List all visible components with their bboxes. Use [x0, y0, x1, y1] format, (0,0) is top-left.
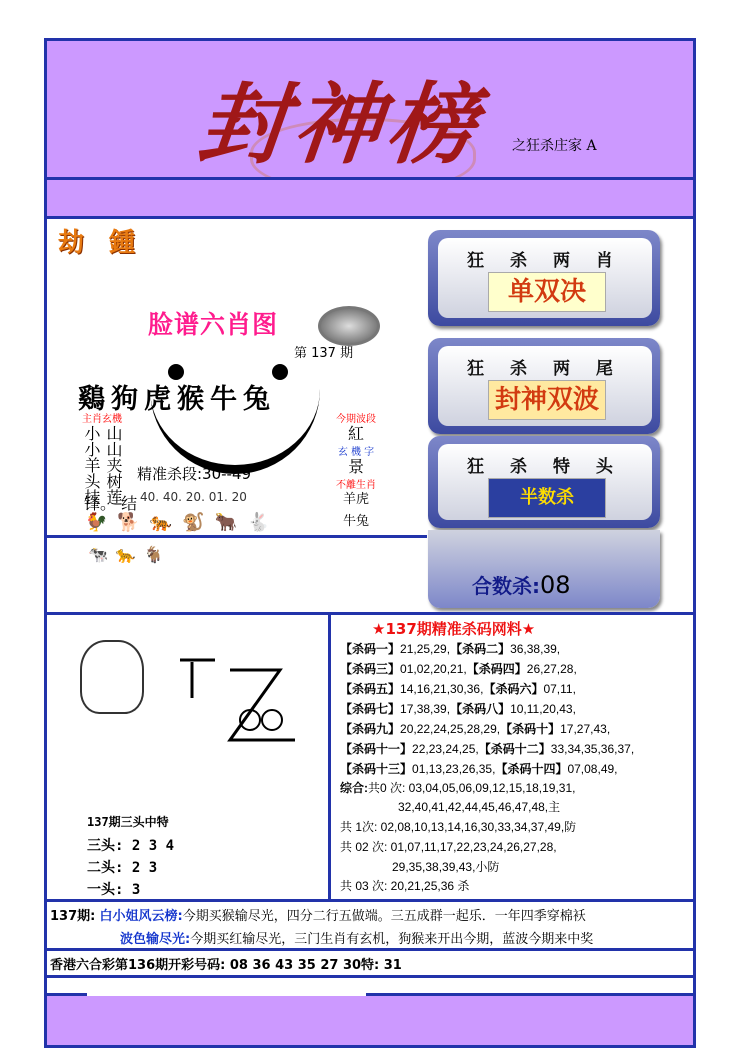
- kill-code-row: [340, 760, 618, 777]
- kill-code-row: [340, 740, 634, 757]
- panel-kill-two-zodiac: [428, 230, 660, 326]
- summary-line: 共 1次: 02,08,10,13,14,16,30,33,34,37,49,防: [340, 820, 577, 834]
- summary-line: 32,40,41,42,44,45,46,47,48,主: [398, 800, 561, 814]
- combo-label: 合数杀:: [472, 574, 540, 598]
- kill-code-cell: 【杀码二】: [450, 642, 511, 656]
- divider: [47, 535, 427, 538]
- combo-value: 08: [540, 571, 571, 599]
- kill-code-cell: 【杀码十三】: [340, 762, 413, 776]
- purple-band: [47, 180, 693, 216]
- kill-code-cell: 01,02,20,21,: [400, 662, 467, 676]
- bottom-label: 波色输尽光:: [120, 932, 191, 947]
- panel-title: 狂 杀 两 肖: [467, 251, 623, 271]
- animal-icons: 🐓🐕🐅🐒🐂🐇: [85, 512, 280, 533]
- divider: [366, 993, 693, 996]
- divider: [47, 948, 693, 951]
- kill-code-cell: 【杀码一】: [340, 642, 401, 656]
- page-subtitle: 之狂杀庄家 A: [512, 138, 597, 154]
- clue-extra: 锋。 结: [84, 494, 138, 513]
- kill-code-cell: 07,08,49,: [567, 762, 618, 776]
- panel-box: 单双决: [488, 272, 606, 312]
- rabbit-drawing: [80, 640, 144, 714]
- bottom-text: 今期买猴输尽光，四分二行五做端。三五成群一起乐．一年四季穿棉袄: [182, 909, 586, 924]
- clue-label: 今期波段: [336, 414, 376, 425]
- issue-number: 第 137 期: [294, 346, 354, 361]
- kill-code-row: [340, 640, 560, 657]
- kill-code-cell: 20,22,24,25,28,29,: [400, 722, 501, 736]
- summary-line: 29,35,38,39,43,小防: [392, 860, 500, 874]
- summary-line: 共 02 次: 01,07,11,17,22,23,24,26,27,28,: [340, 840, 557, 854]
- kill-code-cell: 【杀码五】: [340, 682, 401, 696]
- kill-code-cell: 【杀码八】: [450, 702, 511, 716]
- panel-title: 狂 杀 两 尾: [467, 359, 623, 379]
- compass-icon: [318, 306, 380, 346]
- z-puzzle: [170, 650, 300, 750]
- divider: [47, 993, 87, 996]
- kill-code-cell: 22,23,24,25,: [412, 742, 479, 756]
- panel-box: 半数杀: [488, 478, 606, 518]
- kill-code-cell: 【杀码九】: [340, 722, 401, 736]
- kill-code-cell: 【杀码十四】: [495, 762, 568, 776]
- combo-kill: [472, 570, 571, 599]
- kill-code-cell: 36,38,39,: [510, 642, 561, 656]
- kill-code-cell: 【杀码四】: [466, 662, 527, 676]
- kill-code-cell: 01,13,23,26,35,: [412, 762, 496, 776]
- kill-code-cell: 【杀码十二】: [478, 742, 551, 756]
- kill-code-cell: 26,27,28,: [526, 662, 577, 676]
- clue-col: 小小羊头挂: [82, 425, 101, 505]
- clue-label: 玄 機 字: [337, 447, 375, 458]
- kill-code-cell: 【杀码七】: [340, 702, 401, 716]
- bottom-issue: 137期:: [50, 909, 96, 924]
- kill-code-cell: 【杀码十一】: [340, 742, 413, 756]
- divider: [47, 216, 693, 219]
- bottom-text: 今期买红输尽光，三门生肖有玄机，狗猴来开出今期，蓝波今期来中奖: [190, 932, 594, 947]
- bottom-line-2: [120, 928, 593, 947]
- clue-label: 不離生肖: [336, 480, 376, 491]
- bottom-line-1: [50, 905, 586, 924]
- kill-code-cell: 21,25,29,: [400, 642, 451, 656]
- summary-line: 共0 次: 03,04,05,06,09,12,15,18,19,31,: [368, 781, 576, 795]
- kill-segment: 精准杀段:30--49: [137, 465, 252, 483]
- clue-word: 景: [347, 457, 364, 476]
- divider: [328, 612, 331, 902]
- panel-kill-head: [428, 436, 660, 528]
- kill-code-cell: 07,11,: [543, 682, 576, 696]
- kill-code-row: [340, 660, 577, 677]
- kill-code-cell: 33,34,35,36,37,: [550, 742, 635, 756]
- kill-code-cell: 【杀码六】: [483, 682, 544, 696]
- result-line: 香港六合彩第136期开彩号码: 08 36 43 35 27 30特: 31: [50, 958, 402, 973]
- panel-box: 封神双波: [488, 380, 606, 420]
- three-head-line: 二头: 2 3: [87, 860, 158, 876]
- clue-word: 紅: [347, 424, 364, 443]
- face-title: 脸谱六肖图: [148, 310, 279, 339]
- partial-line: 40. 40. 20. 01. 20: [140, 490, 247, 504]
- summary-label: 综合:: [340, 781, 368, 795]
- clue-col: 山山夹树莲: [104, 425, 123, 505]
- divider: [47, 975, 693, 978]
- panel-kill-two-tail: [428, 338, 660, 434]
- summary-line: 共 03 次: 20,21,25,36 杀: [340, 879, 470, 893]
- kill-code-cell: 14,16,21,30,36,: [400, 682, 484, 696]
- kill-code-cell: 17,27,43,: [560, 722, 611, 736]
- brand-logo: 劫 鍾: [58, 228, 144, 258]
- z-puzzle-icon: [170, 650, 300, 750]
- kill-code-row: [340, 720, 610, 737]
- right-clue-box: [332, 410, 380, 529]
- divider: [47, 899, 693, 902]
- bottom-label: 白小姐风云榜:: [99, 909, 183, 924]
- panel-title: 狂 杀 特 头: [467, 457, 623, 477]
- clue-zodiac: 牛兔: [342, 514, 369, 529]
- divider: [47, 612, 693, 615]
- kill-code-cell: 【杀码十】: [500, 722, 561, 736]
- footer-band: [47, 996, 693, 1045]
- three-head-line: 三头: 2 3 4: [87, 838, 175, 854]
- kill-code-cell: 17,38,39,: [400, 702, 451, 716]
- kill-code-title: ★137期精准杀码网料★: [372, 620, 536, 638]
- three-head-title: 137期三头中特: [87, 815, 169, 829]
- kill-code-row: [340, 680, 576, 697]
- page-title: 封神榜: [193, 72, 487, 176]
- animal-icons: 🐄🐆🐐: [88, 545, 172, 564]
- zodiac-list: 鷄狗虎猴牛兔: [78, 384, 276, 415]
- clue-zodiac: 羊虎: [342, 492, 369, 507]
- kill-code-cell: 【杀码三】: [340, 662, 401, 676]
- kill-code-title-text: 137期精准杀码网料: [385, 620, 522, 638]
- kill-code-row: [340, 700, 576, 717]
- three-head-line: 一头: 3: [87, 882, 141, 898]
- kill-code-cell: 10,11,20,43,: [510, 702, 576, 716]
- clue-label: 主肖玄機: [82, 414, 122, 425]
